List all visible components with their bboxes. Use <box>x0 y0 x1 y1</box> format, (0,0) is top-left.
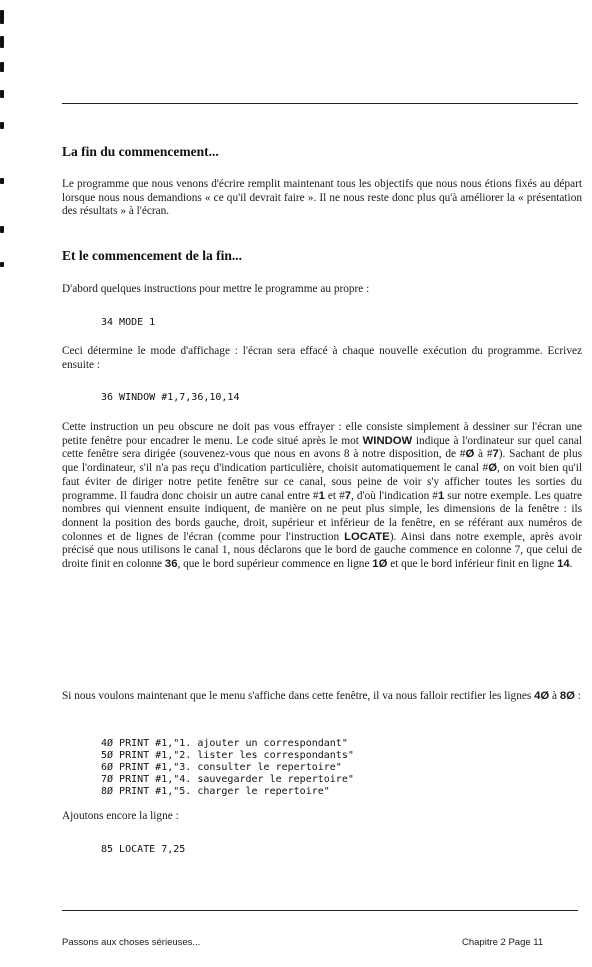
keyword-window: WINDOW <box>362 434 413 447</box>
code-line: 4Ø PRINT #1,"1. ajouter un correspondant" <box>101 738 348 749</box>
binding-mark <box>0 122 4 129</box>
code-line-36: 36 WINDOW #1,7,36,10,14 <box>101 392 240 403</box>
footer-page-number: Chapitre 2 Page 11 <box>462 937 544 948</box>
section-heading-2: Et le commencement de la fin... <box>62 248 242 263</box>
code-line: 5Ø PRINT #1,"2. lister les correspondants" <box>101 750 354 761</box>
section-heading-1: La fin du commencement... <box>62 144 219 159</box>
code-line: 6Ø PRINT #1,"3. consulter le repertoire" <box>101 762 342 773</box>
binding-mark <box>0 62 4 72</box>
keyword-locate: LOCATE <box>344 530 390 543</box>
footer-running-title: Passons aux choses sérieuses... <box>62 937 201 948</box>
code-line: 8Ø PRINT #1,"5. charger le repertoire" <box>101 786 330 797</box>
footer-rule <box>62 910 578 911</box>
code-block-print <box>101 738 354 798</box>
binding-mark <box>0 10 4 24</box>
binding-mark <box>0 178 4 184</box>
add-line-paragraph: Ajoutons encore la ligne : <box>62 810 179 822</box>
menu-intro-paragraph: Si nous voulons maintenant que le menu s'affiche dans cette fenêtre, il va nous falloir rectifier les lignes 4Ø à 8Ø : <box>62 690 581 702</box>
binding-mark <box>0 90 4 98</box>
binding-mark <box>0 262 4 267</box>
code-line: 7Ø PRINT #1,"4. sauvegarder le repertoire" <box>101 774 354 785</box>
binding-mark <box>0 36 4 48</box>
section-1-paragraph: Le programme que nous venons d'écrire remplit maintenant tous les objectifs que nous nous étions fixés au départ lorsque nous nous demandions « ce qu'il devrait faire ». Il ne nous reste donc plus qu'à améliorer la « présentation des résultats » à l'écran. <box>62 178 582 218</box>
intro-paragraph: D'abord quelques instructions pour mettre le programme au propre : <box>62 283 370 295</box>
mode-paragraph: Ceci détermine le mode d'affichage : l'écran sera effacé à chaque nouvelle exécution du programme. Ecrivez ensuite : <box>62 345 582 371</box>
window-explanation-paragraph: Cette instruction un peu obscure ne doit pas vous effrayer : elle consiste simplement à dessiner sur l'écran une petite fenêtre pour encadrer le menu. Le code situé après le mot WINDOW indique à l'ordinateur sur quel canal cette fenêtre sera dirigée (souvenez-vous que nous en avons 8 à notre disposition, de #Ø à #7). Sachant de plus que l'ordinateur, s'il n'a pas reçu d'indication particulière, choisit automatiquement le canal #Ø, on voit bien qu'il faut éviter de diriger notre petite fenêtre sur ce canal, sous peine de voir s'y afficher toutes les sorties du programme. Il faudra donc choisir un autre canal entre #1 et #7, d'où l'indication #1 sur notre exemple. Les quatre nombres qui viennent ensuite indiquent, de manière on ne peut plus simple, les dimensions de la fenêtre : ils donnent la position des bords gauche, droit, supérieur et inférieur de la fenêtre, en se référant aux numéros de colonnes et de lignes de l'écran (comme pour l'instruction LOCATE). Ainsi dans notre exemple, après avoir précisé que nous utilisons le canal 1, nous déclarons que le bord de gauche commence en colonne 7, que celui de droite finit en colonne 36, que le bord supérieur commence en ligne 1Ø et que le bord inférieur finit en ligne 14. <box>62 421 583 571</box>
code-line-85: 85 LOCATE 7,25 <box>101 844 186 855</box>
code-line-34: 34 MODE 1 <box>101 317 156 328</box>
header-rule <box>62 103 578 104</box>
binding-mark <box>0 226 4 233</box>
